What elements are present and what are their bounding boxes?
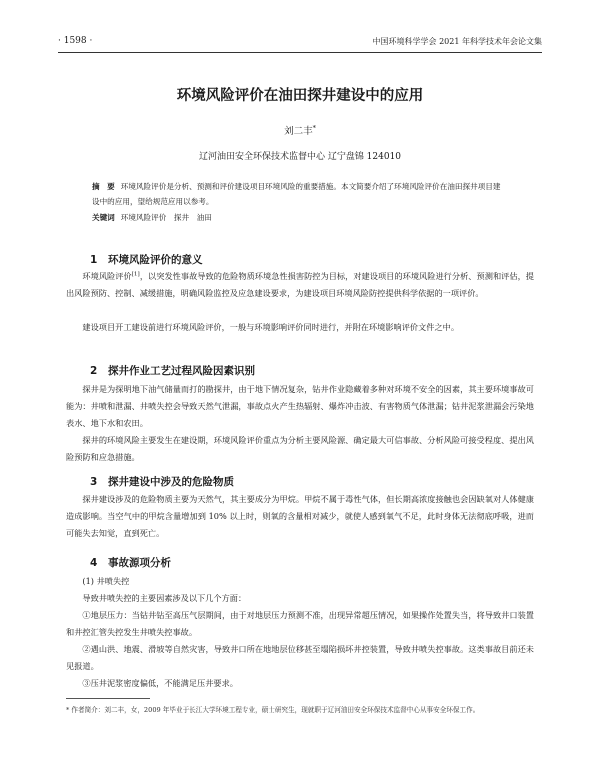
abstract-block [92,180,508,226]
section-heading: 3 探井建设中涉及的危险物质 [90,476,234,488]
affiliation: 辽河油田安全环保技术监督中心 辽宁盘锦 124010 [198,152,402,162]
body-paragraph: 建设项目开工建设前进行环境风险评价，一般与环境影响评价同时进行，并附在环境影响评价文件之中。 [82,322,460,332]
author-footnote: * 作者简介：刘二丰，女，2009 年毕业于长江大学环境工程专业，硕士研究生，现就职于辽河油田安全环保技术监督中心从事安全环保工作。 [66,706,480,714]
list-item: ③压井泥浆密度偏低，不能满足压井要求。 [82,678,238,688]
abstract [92,180,508,209]
section-heading: 2 探井作业工艺过程风险因素识别 [90,365,255,377]
section-heading: 4 事故源项分析 [90,557,171,569]
section-heading: 1 环境风险评价的意义 [90,254,203,266]
paper-title: 环境风险评价在油田探井建设中的应用 [176,88,424,104]
journal-title: 中国环境科学学会 2021 年科学技术年会论文集 [372,37,542,46]
running-header [58,36,542,53]
abstract-text: 环境风险评价是分析、预测和评价建设项目环境风险的重要措施。本文简要介绍了环境风险评价在油田探井项目建设中的应用，望给规范应用以参考。 [92,182,501,206]
footnote-divider [66,698,150,699]
page-number: · 1598 · [58,36,93,46]
keywords-label: 关键词 [92,213,115,222]
body-paragraph: 探井是为探明地下油气储量而打的勘探井，由于地下情况复杂，钻井作业隐藏着多种对环境不安全的因素，其主要环境事故可能为：井喷和泄漏、井喷失控会导致天然气泄漏，事故点火产生热辐射、爆炸冲击波、有害物质气体泄漏；钻井泥浆泄漏会污染地表水、地下水和农田。 [66,384,534,428]
keywords [92,211,508,226]
author-line [0,123,600,137]
body-paragraph: 探井建设涉及的危险物质主要为天然气，其主要成分为甲烷。甲烷不属于毒性气体，但长期高浓度接触也会因缺氧对人体健康造成影响。当空气中的甲烷含量增加到 10% 以上时，则氧的含量相对减少，就使人感到氧气不足，此时身体无法彻底呼吸，进而可能失去知觉，直到死亡。 [66,494,534,538]
body-paragraph: 导致井喷失控的主要因素涉及以下几个方面： [82,593,247,603]
list-item: ①地层压力：当钻井钻至高压气层期间，由于对地层压力预测不准，出现异常超压情况，如果操作处置失当，将导致井口装置和井控汇管失控发生井喷失控事故。 [66,610,534,637]
abstract-label: 摘 要 [92,182,115,191]
body-paragraph: 探井的环境风险主要发生在建设期，环境风险评价重点为分析主要风险源、确定最大可信事故、分析风险可接受程度、提出风险预防和应急措施。 [66,435,534,462]
subsection-heading: (1) 井喷失控 [82,576,130,586]
list-item: ②遇山洪、地震、滑坡等自然灾害，导致井口所在地地层位移甚至塌陷损坏井控装置，导致井喷失控事故。这类事故目前还未见报道。 [66,644,534,671]
body-paragraph: 环境风险评价[1]，以突发性事故导致的危险物质环境急性损害防控为目标，对建设项目的环境风险进行分析、预测和评估，提出风险预防、控制、减缓措施，明确风险监控及应急建设要求，为建设项目环境风险防控提供科学依据的一项评价。 [66,271,534,298]
author-name: 刘二丰 [284,126,313,137]
author-mark: * [312,123,316,132]
keywords-text: 环境风险评价 探井 油田 [120,213,212,222]
citation-ref: [1] [131,271,140,278]
